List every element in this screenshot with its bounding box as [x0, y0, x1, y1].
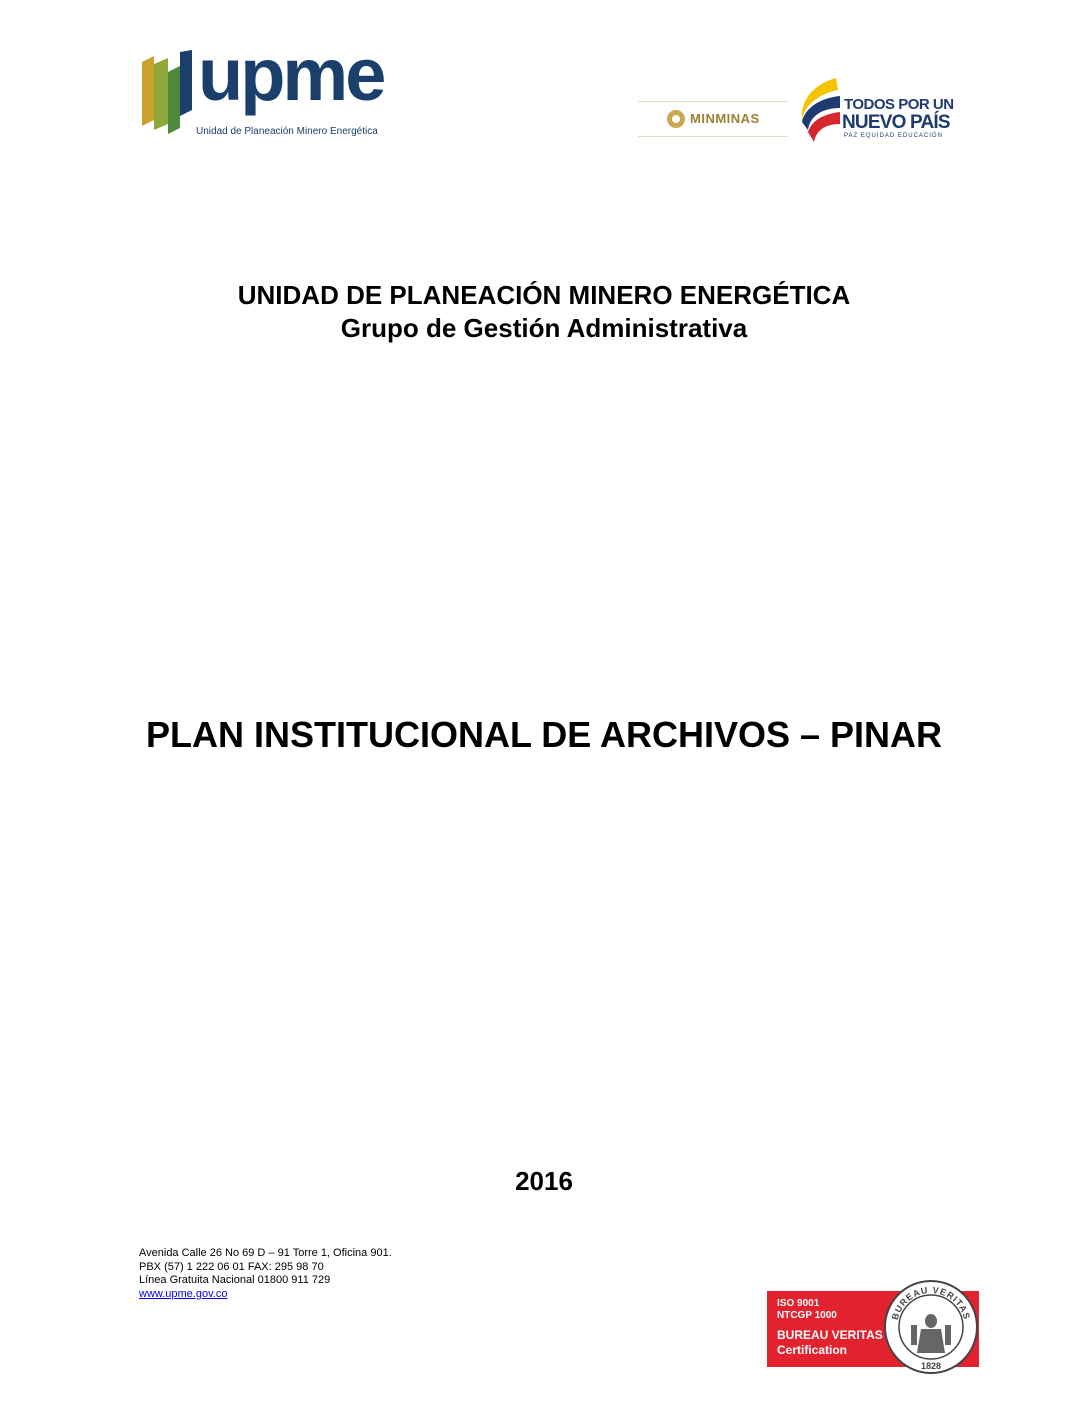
upme-logo: [138, 33, 384, 140]
contact-info: [139, 1247, 392, 1301]
cert-line1: ISO 9001: [777, 1298, 820, 1309]
gov-logo-line2: NUEVO PAÍS: [842, 112, 950, 133]
gov-logo-line3: PAZ EQUIDAD EDUCACIÓN: [844, 133, 943, 139]
bureau-veritas-seal-icon: [883, 1279, 979, 1375]
minminas-label: MINMINAS: [690, 111, 760, 126]
colombia-seal-icon: [667, 110, 685, 128]
group-name: Grupo de Gestión Administrativa: [340, 313, 748, 343]
cert-line4: Certification: [777, 1343, 848, 1357]
todos-por-un-nuevo-pais-logo: [796, 76, 956, 144]
address-line: Avenida Calle 26 No 69 D – 91 Torre 1, Oficina 901.: [139, 1247, 392, 1259]
upme-tagline: Unidad de Planeación Minero Energética: [196, 126, 378, 137]
organization-name: UNIDAD DE PLANEACIÓN MINERO ENERGÉTICA: [237, 280, 851, 310]
seal-year: 1828: [920, 1361, 942, 1371]
cert-line3: BUREAU VERITAS: [777, 1328, 883, 1342]
toll-free-line: Línea Gratuita Nacional 01800 911 729: [139, 1274, 331, 1286]
document-year: 2016: [515, 1166, 573, 1196]
phone-line: PBX (57) 1 222 06 01 FAX: 295 98 70: [139, 1260, 324, 1273]
seal-top-text: BUREAU VERITAS: [889, 1284, 973, 1322]
upme-wordmark: upme: [198, 33, 384, 116]
cert-line2: NTCGP 1000: [777, 1310, 837, 1321]
gov-logo-line1: TODOS POR UN: [844, 96, 954, 113]
minminas-logo: [638, 101, 788, 137]
upme-mark-icon: [138, 50, 194, 134]
website-link[interactable]: www.upme.gov.co: [139, 1287, 228, 1300]
flag-swoosh-icon: [796, 76, 844, 144]
document-title: PLAN INSTITUCIONAL DE ARCHIVOS – PINAR: [145, 714, 943, 755]
certification-badge: [767, 1284, 979, 1371]
